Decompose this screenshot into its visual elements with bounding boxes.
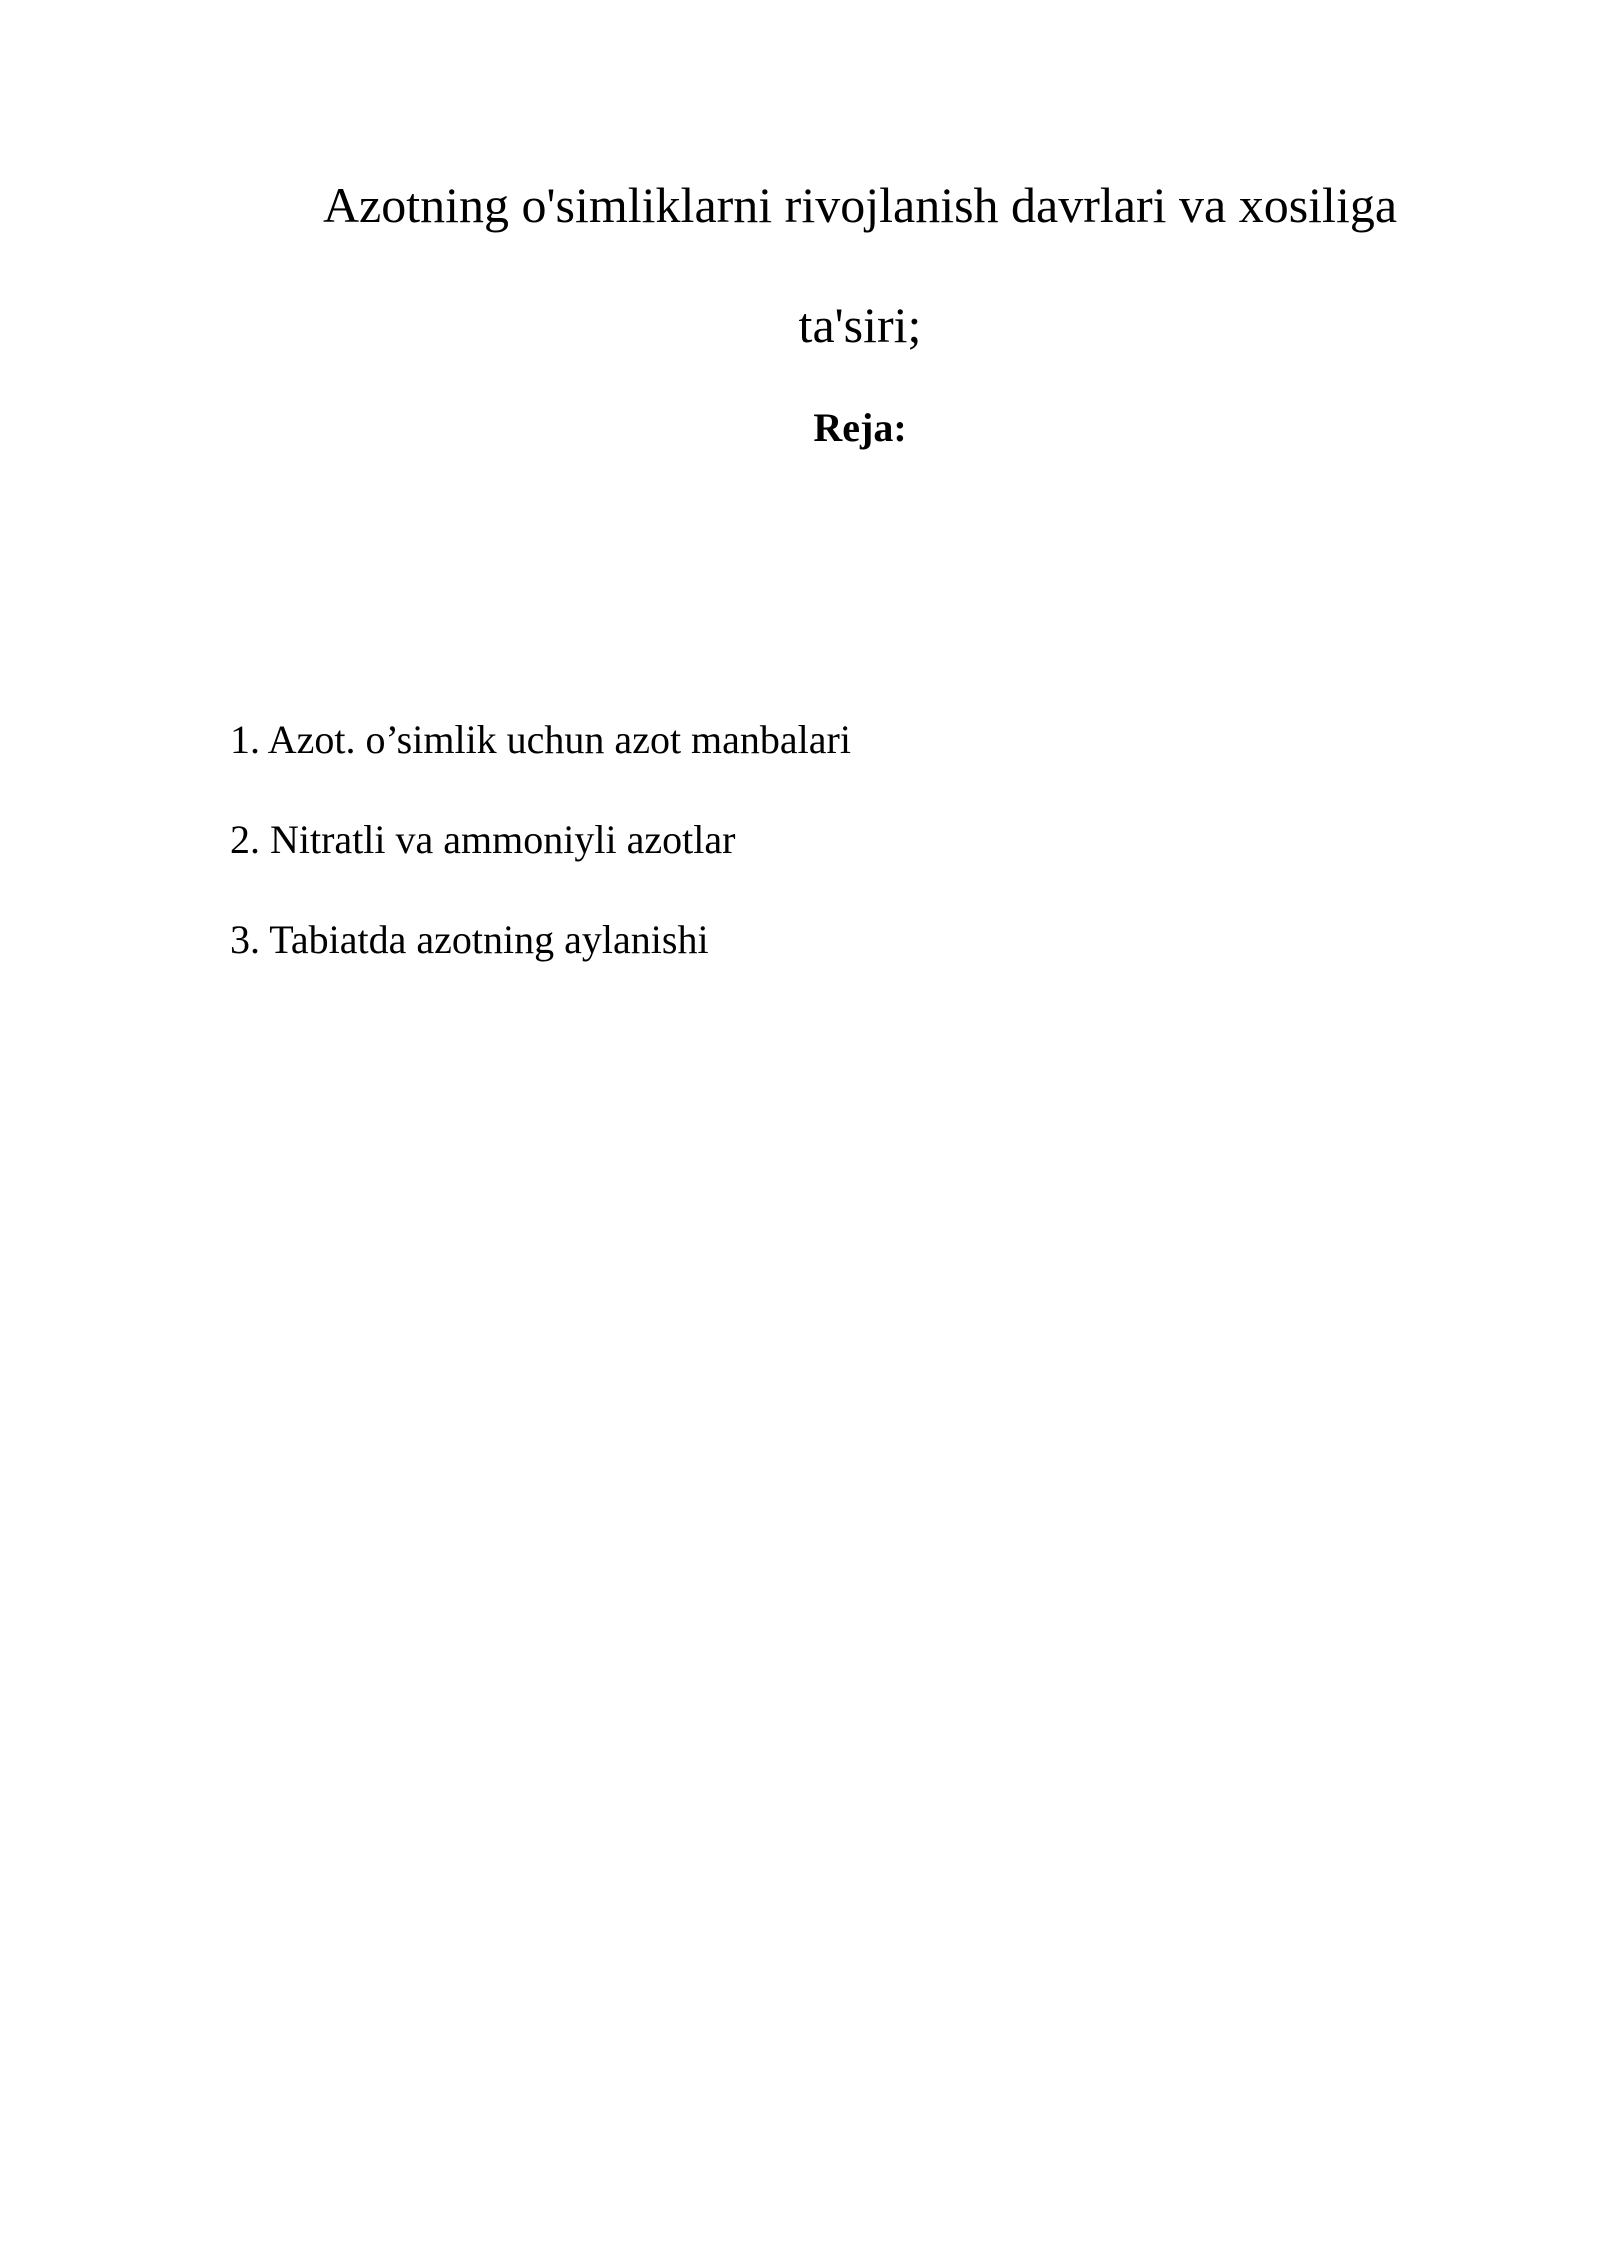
plan-item: 3. Tabiatda azotning aylanishi <box>230 917 709 962</box>
plan-item: 2. Nitratli va ammoniyli azotlar <box>230 817 736 862</box>
title-line-1: Azotning o'simliklarni rivojlanish davrlari va xosiliga <box>322 177 1398 233</box>
plan-list <box>230 690 851 990</box>
document-title <box>230 145 1490 385</box>
plan-heading: Reja: <box>813 405 907 450</box>
title-line-2: ta'siri; <box>798 297 922 353</box>
plan-item: 1. Azot. o’simlik uchun azot manbalari <box>230 717 851 762</box>
